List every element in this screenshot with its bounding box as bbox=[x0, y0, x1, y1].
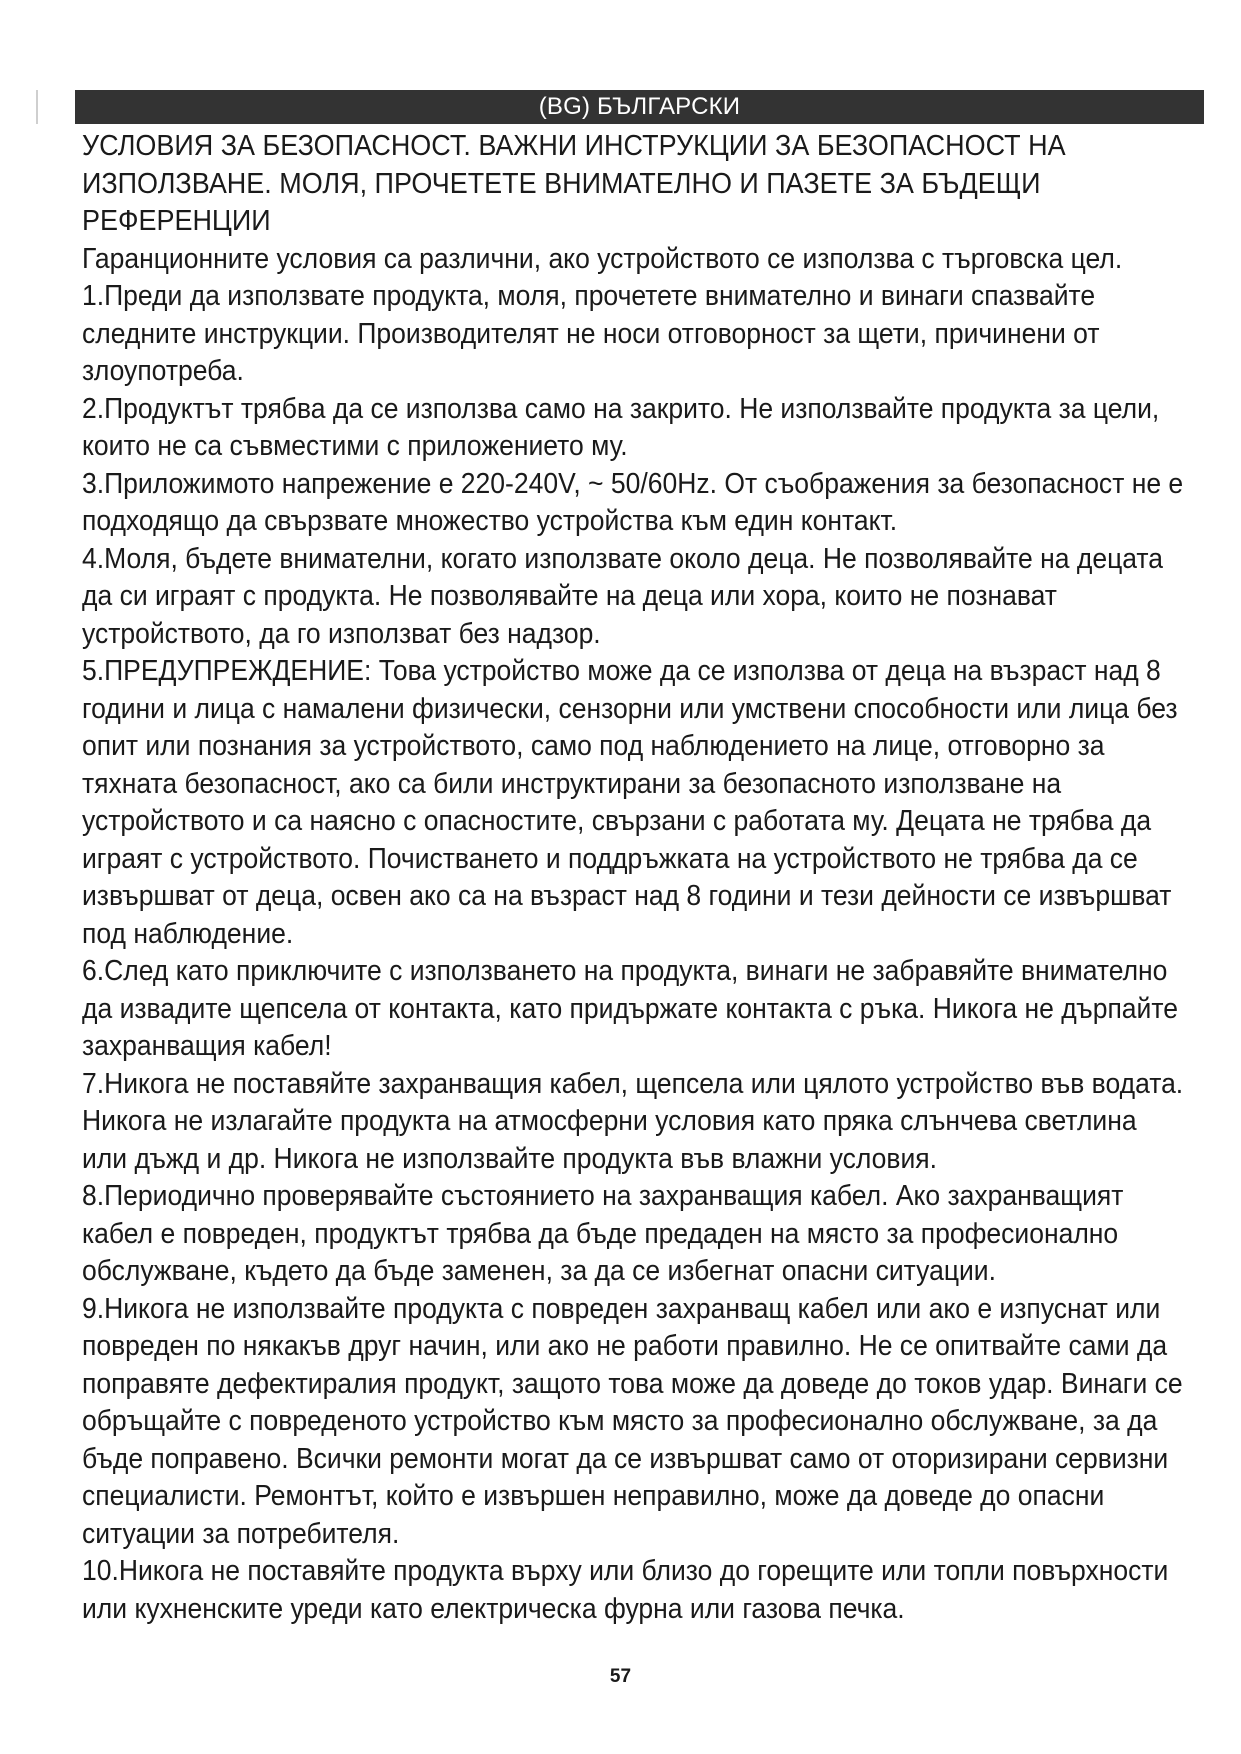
instruction-item-6: 6.След като приключите с използването на продукта, винаги не забравяйте внимателно да извадите щепсела от контакта, като придържате контакта с ръка. Никога не дърпайте захранващия кабел! bbox=[82, 955, 1178, 1062]
page-number: 57 bbox=[609, 1666, 632, 1687]
instruction-item-1: 1.Преди да използвате продукта, моля, прочетете внимателно и винаги спазвайте следните инструкции. Производителят не носи отговорност за щети, причинени от злоупотреба. bbox=[82, 280, 1100, 387]
page-margin-mark bbox=[36, 90, 38, 124]
instruction-item-4: 4.Моля, бъдете внимателни, когато използвате около деца. Не позволявайте на децата да си играят с продукта. Не позволявайте на деца или хора, които не познават устройството, да го използват без надзор. bbox=[82, 542, 1163, 650]
document-title: УСЛОВИЯ ЗА БЕЗОПАСНОСТ. ВАЖНИ ИНСТРУКЦИИ ЗА БЕЗОПАСНОСТ НА ИЗПОЛЗВАНЕ. МОЛЯ, ПРОЧЕТЕТЕ ВНИМАТЕЛНО И ПАЗЕТЕ ЗА БЪДЕЩИ РЕФЕРЕНЦИИ bbox=[82, 130, 1066, 237]
instruction-item-5: 5.ПРЕДУПРЕЖДЕНИЕ: Това устройство може да се използва от деца на възраст над 8 години и лица с намалени физически, сензорни или умствени способности или лица без опит или познания за устройството, само под наблюдението на лице, отговорно за тяхната безопасност, ако са били инструктирани за безопасното използване на устройството и са наясно с опасностите, свързани с работата му. Децата не трябва да играят с устройството. Почистването и поддръжката на устройството не трябва да се извършват от деца, освен ако са на възраст над 8 години и тези дейности се извършват под наблюдение. bbox=[82, 655, 1178, 950]
document-body bbox=[82, 128, 1192, 1628]
instruction-item-10: 10.Никога не поставяйте продукта върху или близо до горещите или топли повърхности или кухненските уреди като електрическа фурна или газова печка. bbox=[82, 1555, 1169, 1625]
instruction-item-9: 9.Никога не използвайте продукта с повреден захранващ кабел или ако е изпуснат или повреден по някакъв друг начин, или ако не работи правилно. Не се опитвайте сами да поправяте дефектиралия продукт, защото това може да доведе до токов удар. Винаги се обръщайте с повреденото устройство към място за професионално обслужване, за да бъде поправено. Всички ремонти могат да се извършват само от оторизирани сервизни специалисти. Ремонтът, който е извършен неправилно, може да доведе до опасни ситуации за потребителя. bbox=[82, 1292, 1183, 1550]
instruction-item-8: 8.Периодично проверявайте състоянието на захранващия кабел. Ако захранващият кабел е повреден, продуктът трябва да бъде предаден на място за професионално обслужване, където да бъде заменен, за да се избегнат опасни ситуации. bbox=[82, 1180, 1124, 1287]
language-header-bar: (BG) БЪЛГАРСКИ bbox=[75, 90, 1204, 124]
instruction-item-2: 2.Продуктът трябва да се използва само на закрито. Не използвайте продукта за цели, които не са съвместими с приложението му. bbox=[82, 392, 1160, 462]
instruction-item-7: 7.Никога не поставяйте захранващия кабел, щепсела или цялото устройство във водата. Никога не излагайте продукта на атмосферни условия като пряка слънчева светлина или дъжд и др. Никога не използвайте продукта във влажни условия. bbox=[82, 1067, 1184, 1175]
intro-paragraph: Гаранционните условия са различни, ако устройството се използва с търговска цел. bbox=[82, 242, 1123, 275]
instruction-item-3: 3.Приложимото напрежение е 220-240V, ~ 50/60Hz. От съображения за безопасност не е подходящо да свързвате множество устройства към един контакт. bbox=[82, 467, 1184, 537]
